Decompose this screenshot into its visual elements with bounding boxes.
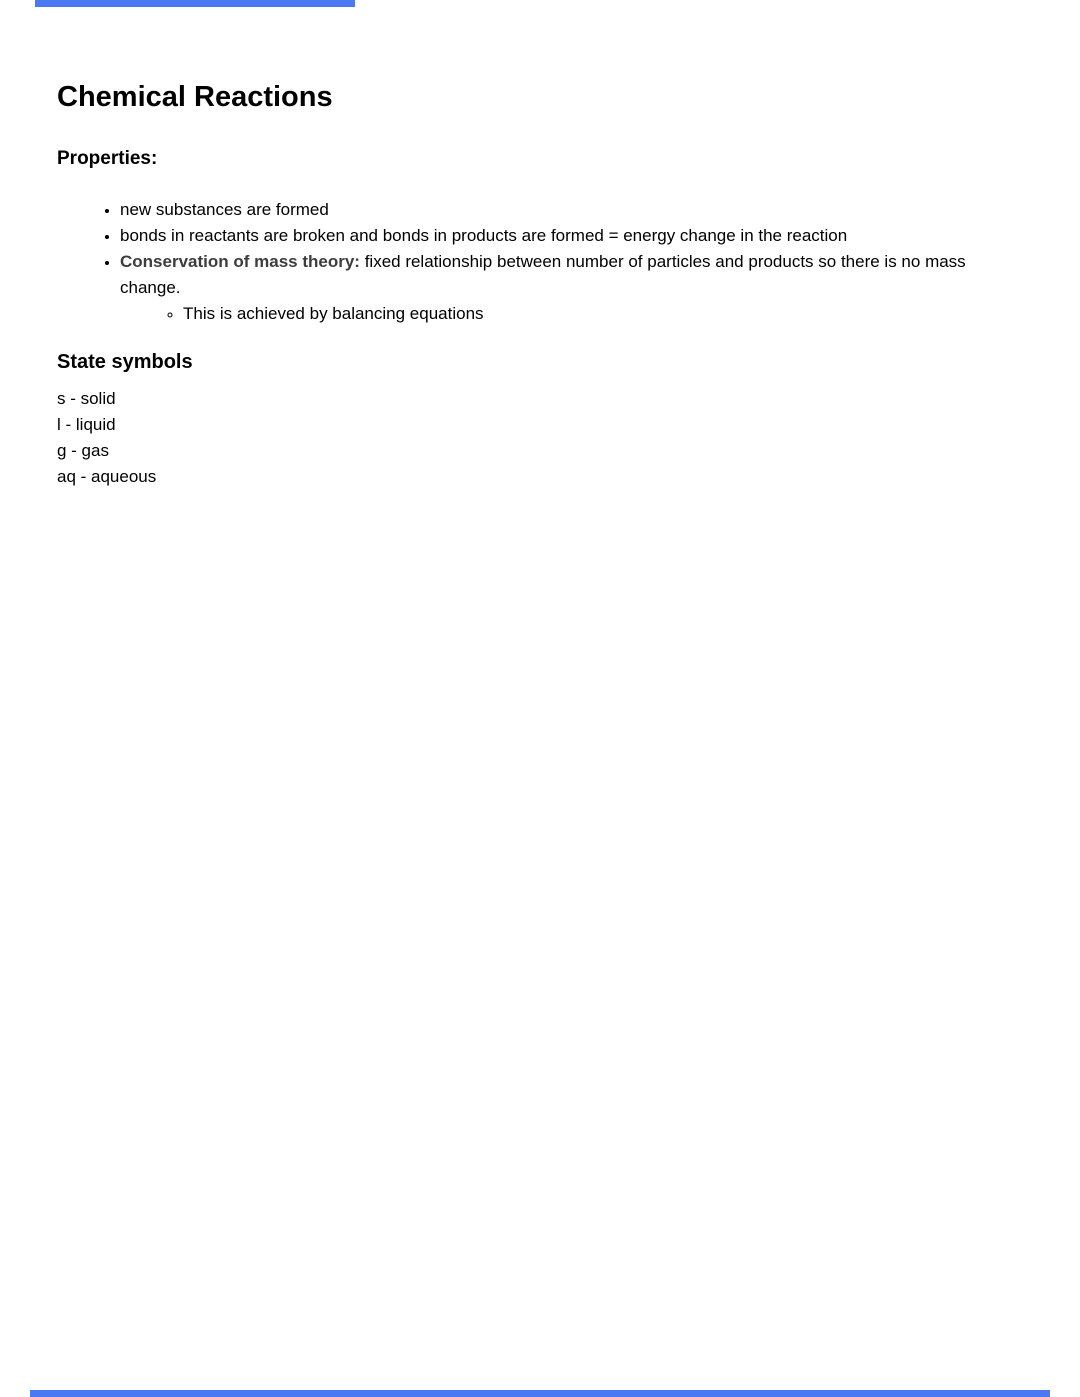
list-item <box>183 301 1014 327</box>
bullet-text: new substances are formed <box>120 200 329 219</box>
list-item <box>120 197 1014 223</box>
section-heading-properties: Properties: <box>57 148 158 169</box>
state-symbol-line: s - solid <box>57 389 116 408</box>
state-symbols-list <box>57 386 1014 490</box>
bottom-accent-bar <box>30 1390 1050 1397</box>
document-content <box>0 0 1080 490</box>
top-accent-bar <box>35 0 355 7</box>
sub-bullet-list <box>120 301 1014 327</box>
bullet-emphasis-text: Conservation of mass theory: <box>120 252 360 271</box>
state-symbol-line: aq - aqueous <box>57 467 157 486</box>
properties-bullet-list <box>57 197 1014 327</box>
list-item <box>120 249 1014 327</box>
state-symbol-line: l - liquid <box>57 415 116 434</box>
page-title: Chemical Reactions <box>57 81 333 113</box>
bullet-text: bonds in reactants are broken and bonds in products are formed = energy change in the reaction <box>120 226 848 245</box>
list-item <box>120 223 1014 249</box>
section-heading-state-symbols: State symbols <box>57 351 193 373</box>
sub-bullet-text: This is achieved by balancing equations <box>183 304 484 323</box>
state-symbol-line: g - gas <box>57 441 109 460</box>
bullet-text: fixed relationship between number of particles and products so there is no mass change. <box>120 252 966 297</box>
